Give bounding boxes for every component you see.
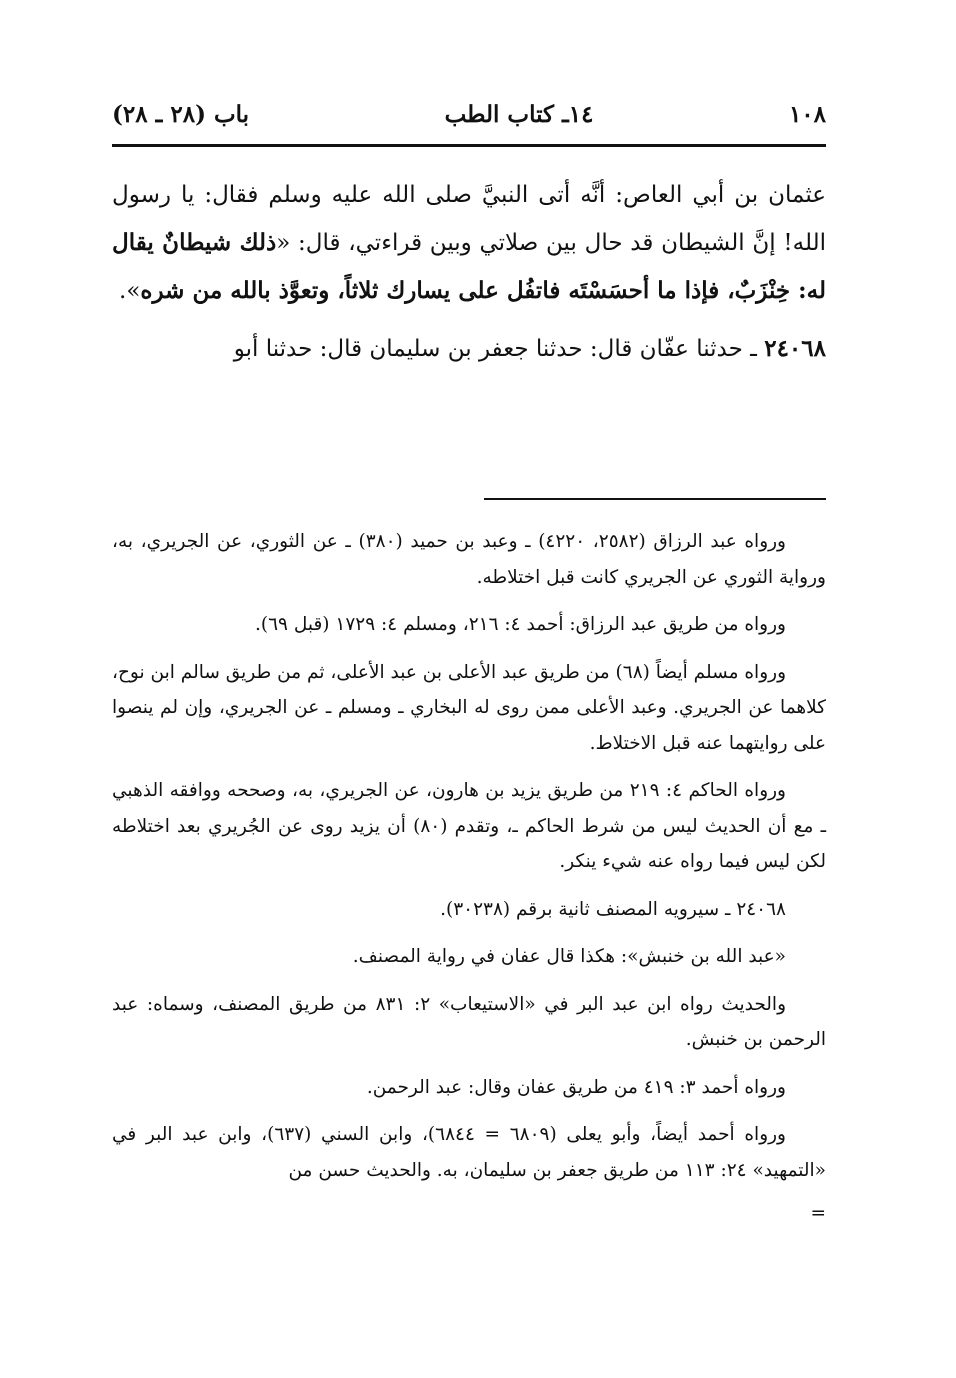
header-rule [112, 144, 826, 147]
footnote: ٢٤٠٦٨ ـ سيرويه المصنف ثانية برقم (٣٠٢٣٨). [440, 898, 786, 920]
footnote-rule [484, 498, 826, 500]
footnotes [112, 524, 826, 1232]
hadith-entry [112, 325, 826, 373]
footnote: ورواه أحمد ٣: ٤١٩ من طريق عفان وقال: عبد الرحمن. [366, 1076, 786, 1098]
footnote: والحديث رواه ابن عبد البر في «الاستيعاب» ٢: ٨٣١ من طريق المصنف، وسماه: عبد الرحمن بن خنبش. [112, 993, 826, 1050]
hadith-number: ٢٤٠٦٨ [764, 335, 826, 362]
footnote: «عبد الله بن خنبش»: هكذا قال عفان في رواية المصنف. [352, 946, 786, 967]
main-text [112, 172, 826, 373]
footnote: ورواه من طريق عبد الرزاق: أحمد ٤: ٢١٦، ومسلم ٤: ١٧٢٩ (قبل ٦٩). [254, 614, 786, 635]
footnote: ورواه أحمد أيضاً، وأبو يعلى (٦٨٠٩ = ٦٨٤٤)، وابن السني (٦٣٧)، وابن عبد البر في «التمهيد» ٢٤: ١١٣ من طريق جعفر بن سليمان، به. والحديث حسن من [112, 1124, 826, 1181]
page-number: ١٠٨ [788, 100, 826, 128]
quote-close: ». [119, 278, 141, 304]
footnote: ورواه الحاكم ٤: ٢١٩ من طريق يزيد بن هارون، عن الجريري، به، وصححه ووافقه الذهبي ـ مع أن الحديث ليس من شرط الحاكم ـ، وتقدم (٨٠) أن يزيد روى عن الجُريري بعد اختلاطه لكن ليس فيما رواه عنه شيء ينكر. [112, 780, 826, 872]
chapter-label: باب (٢٨ ـ ٢٨) [112, 100, 250, 128]
book-title: ١٤ـ كتاب الطب [444, 100, 594, 128]
prophetic-saying: ذلك شيطانٌ يقال له: خِنْزَبٌ، فإذا ما أحسَسْتَه فاتفُل على يسارك ثلاثاً، وتعوَّذ بالله من شره [112, 229, 826, 304]
hadith-intro: عثمان بن أبي العاص: أنَّه أتى النبيَّ صلى الله عليه وسلم فقال: يا رسول الله! إنَّ الشيطان قد حال بين صلاتي وبين قراءتي، قال: « [112, 182, 827, 256]
footnote: ورواه مسلم أيضاً (٦٨) من طريق عبد الأعلى بن عبد الأعلى، ثم من طريق سالم ابن نوح، كلاهما عن الجريري. وعبد الأعلى ممن روى له البخاري ـ ومسلم ـ عن الجريري، وإن لم ينصوا على روايتهما عنه قبل الاختلاط. [112, 661, 826, 754]
hadith-text-paragraph [112, 172, 826, 315]
page-header [112, 92, 826, 136]
continuation-mark: = [810, 1203, 826, 1224]
footnote: ورواه عبد الرزاق (٢٥٨٢، ٤٢٢٠) ـ وعبد بن حميد (٣٨٠) ـ عن الثوري، عن الجريري، به، ورواية الثوري عن الجريري كانت قبل اختلاطه. [112, 531, 826, 588]
hadith-chain: ـ حدثنا عفّان قال: حدثنا جعفر بن سليمان قال: حدثنا أبو [233, 336, 765, 362]
